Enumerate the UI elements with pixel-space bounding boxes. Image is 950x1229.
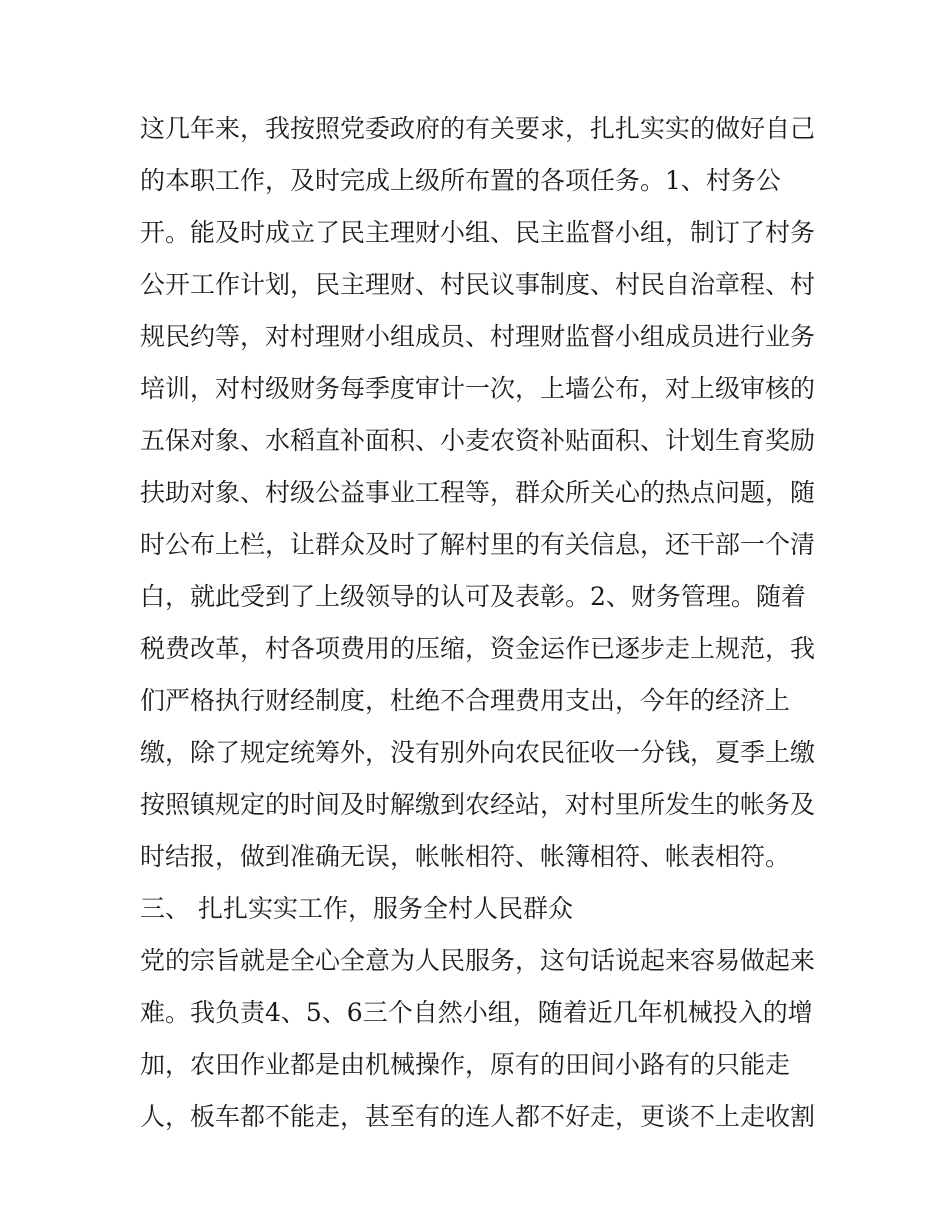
text-line-9: 时公布上栏，让群众及时了解村里的有关信息，还干部一个清 bbox=[140, 530, 816, 559]
text-line-4: 公开工作计划，民主理财、村民议事制度、村民自治章程、村 bbox=[140, 270, 816, 299]
text-line-12: 们严格执行财经制度，杜绝不合理费用支出，今年的经济上 bbox=[140, 686, 791, 715]
text-line-20: 人，板车都不能走，甚至有的连人都不好走，更谈不上走收割 bbox=[140, 1102, 816, 1131]
text-line-8: 扶助对象、村级公益事业工程等，群众所关心的热点问题，随 bbox=[140, 478, 816, 507]
text-line-10: 白，就此受到了上级领导的认可及表彰。2、财务管理。随着 bbox=[140, 582, 806, 611]
text-line-17: 党的宗旨就是全心全意为人民服务，这句话说起来容易做起来 bbox=[140, 946, 816, 975]
text-line-19: 加，农田作业都是由机械操作，原有的田间小路有的只能走 bbox=[140, 1050, 791, 1079]
text-line-6: 培训，对村级财务每季度审计一次，上墙公布，对上级审核的 bbox=[140, 374, 816, 403]
text-line-18: 难。我负责4、5、6三个自然小组，随着近几年机械投入的增 bbox=[140, 998, 813, 1027]
text-line-11: 税费改革，村各项费用的压缩，资金运作已逐步走上规范，我 bbox=[140, 634, 816, 663]
section-heading: 三、 扎扎实实工作，服务全村人民群众 bbox=[140, 894, 573, 923]
text-line-7: 五保对象、水稻直补面积、小麦农资补贴面积、计划生育奖励 bbox=[140, 426, 816, 455]
text-line-5: 规民约等，对村理财小组成员、村理财监督小组成员进行业务 bbox=[140, 322, 816, 351]
text-line-1: 这几年来，我按照党委政府的有关要求，扎扎实实的做好自己 bbox=[140, 114, 816, 143]
text-line-3: 开。能及时成立了民主理财小组、民主监督小组，制订了村务 bbox=[140, 218, 816, 247]
text-line-2: 的本职工作，及时完成上级所布置的各项任务。1、村务公 bbox=[140, 166, 781, 195]
text-line-15: 时结报，做到准确无误，帐帐相符、帐簿相符、帐表相符。 bbox=[140, 842, 791, 871]
text-line-14: 按照镇规定的时间及时解缴到农经站，对村里所发生的帐务及 bbox=[140, 790, 816, 819]
text-line-13: 缴，除了规定统筹外，没有别外向农民征收一分钱，夏季上缴 bbox=[140, 738, 816, 767]
